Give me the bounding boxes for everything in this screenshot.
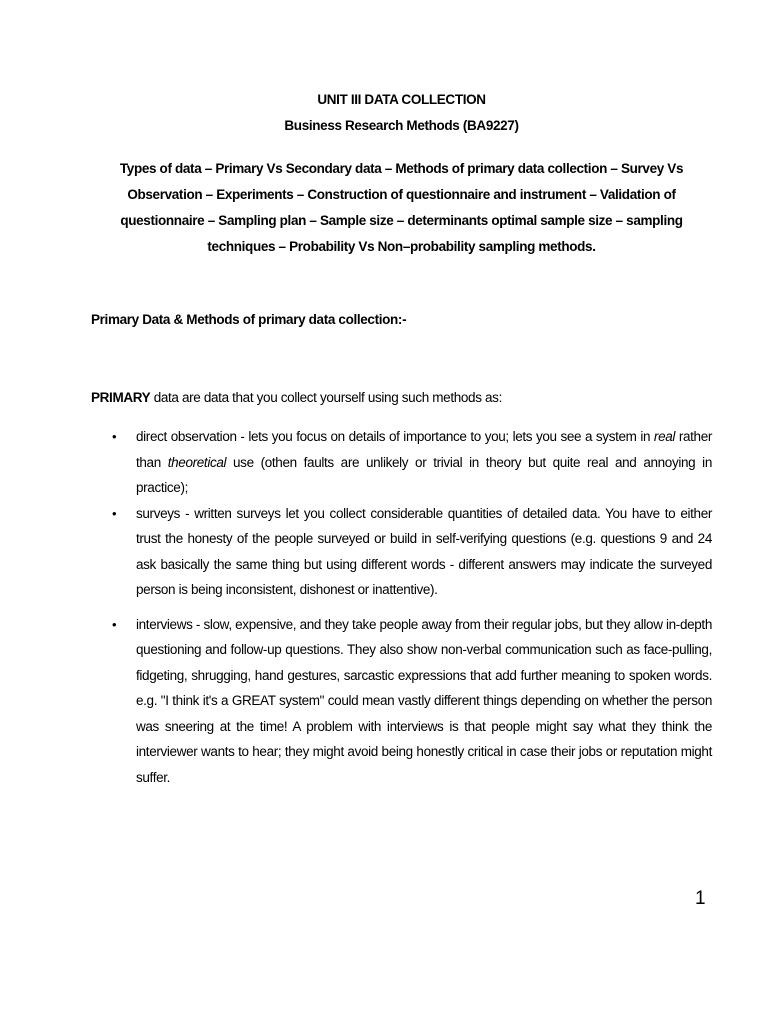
list-item-text: interviews - slow, expensive, and they take people away from their regular jobs, but they allow in-depth questioning and follow-up questions. They also show non-verbal communication such as face-pulling, fidgeting, shrugging, hand gestures, sarcastic expressions that add further meaning to spoken words. e.g. "I think it's a GREAT system" could mean vastly different things depending on whether the person was sneering at the time! A problem with interviews is that people might say what they think the interviewer wants to hear; they might avoid being honestly critical in case their jobs or reputation might suffer. [136, 616, 712, 785]
list-item [91, 424, 712, 501]
document-subtitle: Business Research Methods (BA9227) [284, 118, 519, 133]
emphasis-text: theoretical [167, 454, 227, 470]
page-content [91, 90, 712, 790]
intro-text: data are data that you collect yourself using such methods as: [150, 390, 502, 405]
list-item-text: surveys - written surveys let you collect considerable quantities of detailed data. You have to either trust the honesty of the people surveyed or build in self-verifying questions (e.g. questions 9 and 24 ask basically the same thing but using different words - different answers may indicate the surveyed person is being inconsistent, dishonest or inattentive). [136, 505, 712, 597]
page-number: 1 [695, 888, 706, 909]
document-title: UNIT III DATA COLLECTION [317, 92, 486, 107]
section-heading: Primary Data & Methods of primary data collection:- [91, 312, 407, 327]
intro-term: PRIMARY [91, 390, 151, 405]
list-item-text: direct observation - lets you focus on details of importance to you; lets you see a system in [136, 429, 654, 444]
emphasis-text: real [653, 429, 676, 444]
list-item [91, 612, 712, 791]
methods-list [91, 424, 712, 790]
intro-paragraph [91, 388, 712, 408]
list-item-text: rather than [136, 429, 712, 470]
bullet-mark: • [112, 616, 117, 632]
bullet-mark: • [112, 429, 117, 444]
list-item-text: use (othen faults are unlikely or trivial in theory but quite real and annoying in practice); [136, 454, 712, 495]
unit-topics: Types of data – Primary Vs Secondary data – Methods of primary data collection – Survey Vs Observation – Experiments – Construction of questionnaire and instrument – Validation of questionnaire – Sampling plan – Sample size – determinants optimal sample size – sampling techniques – Probability Vs Non–probability sampling methods. [119, 161, 684, 254]
list-item [91, 501, 712, 603]
bullet-mark: • [112, 505, 117, 521]
